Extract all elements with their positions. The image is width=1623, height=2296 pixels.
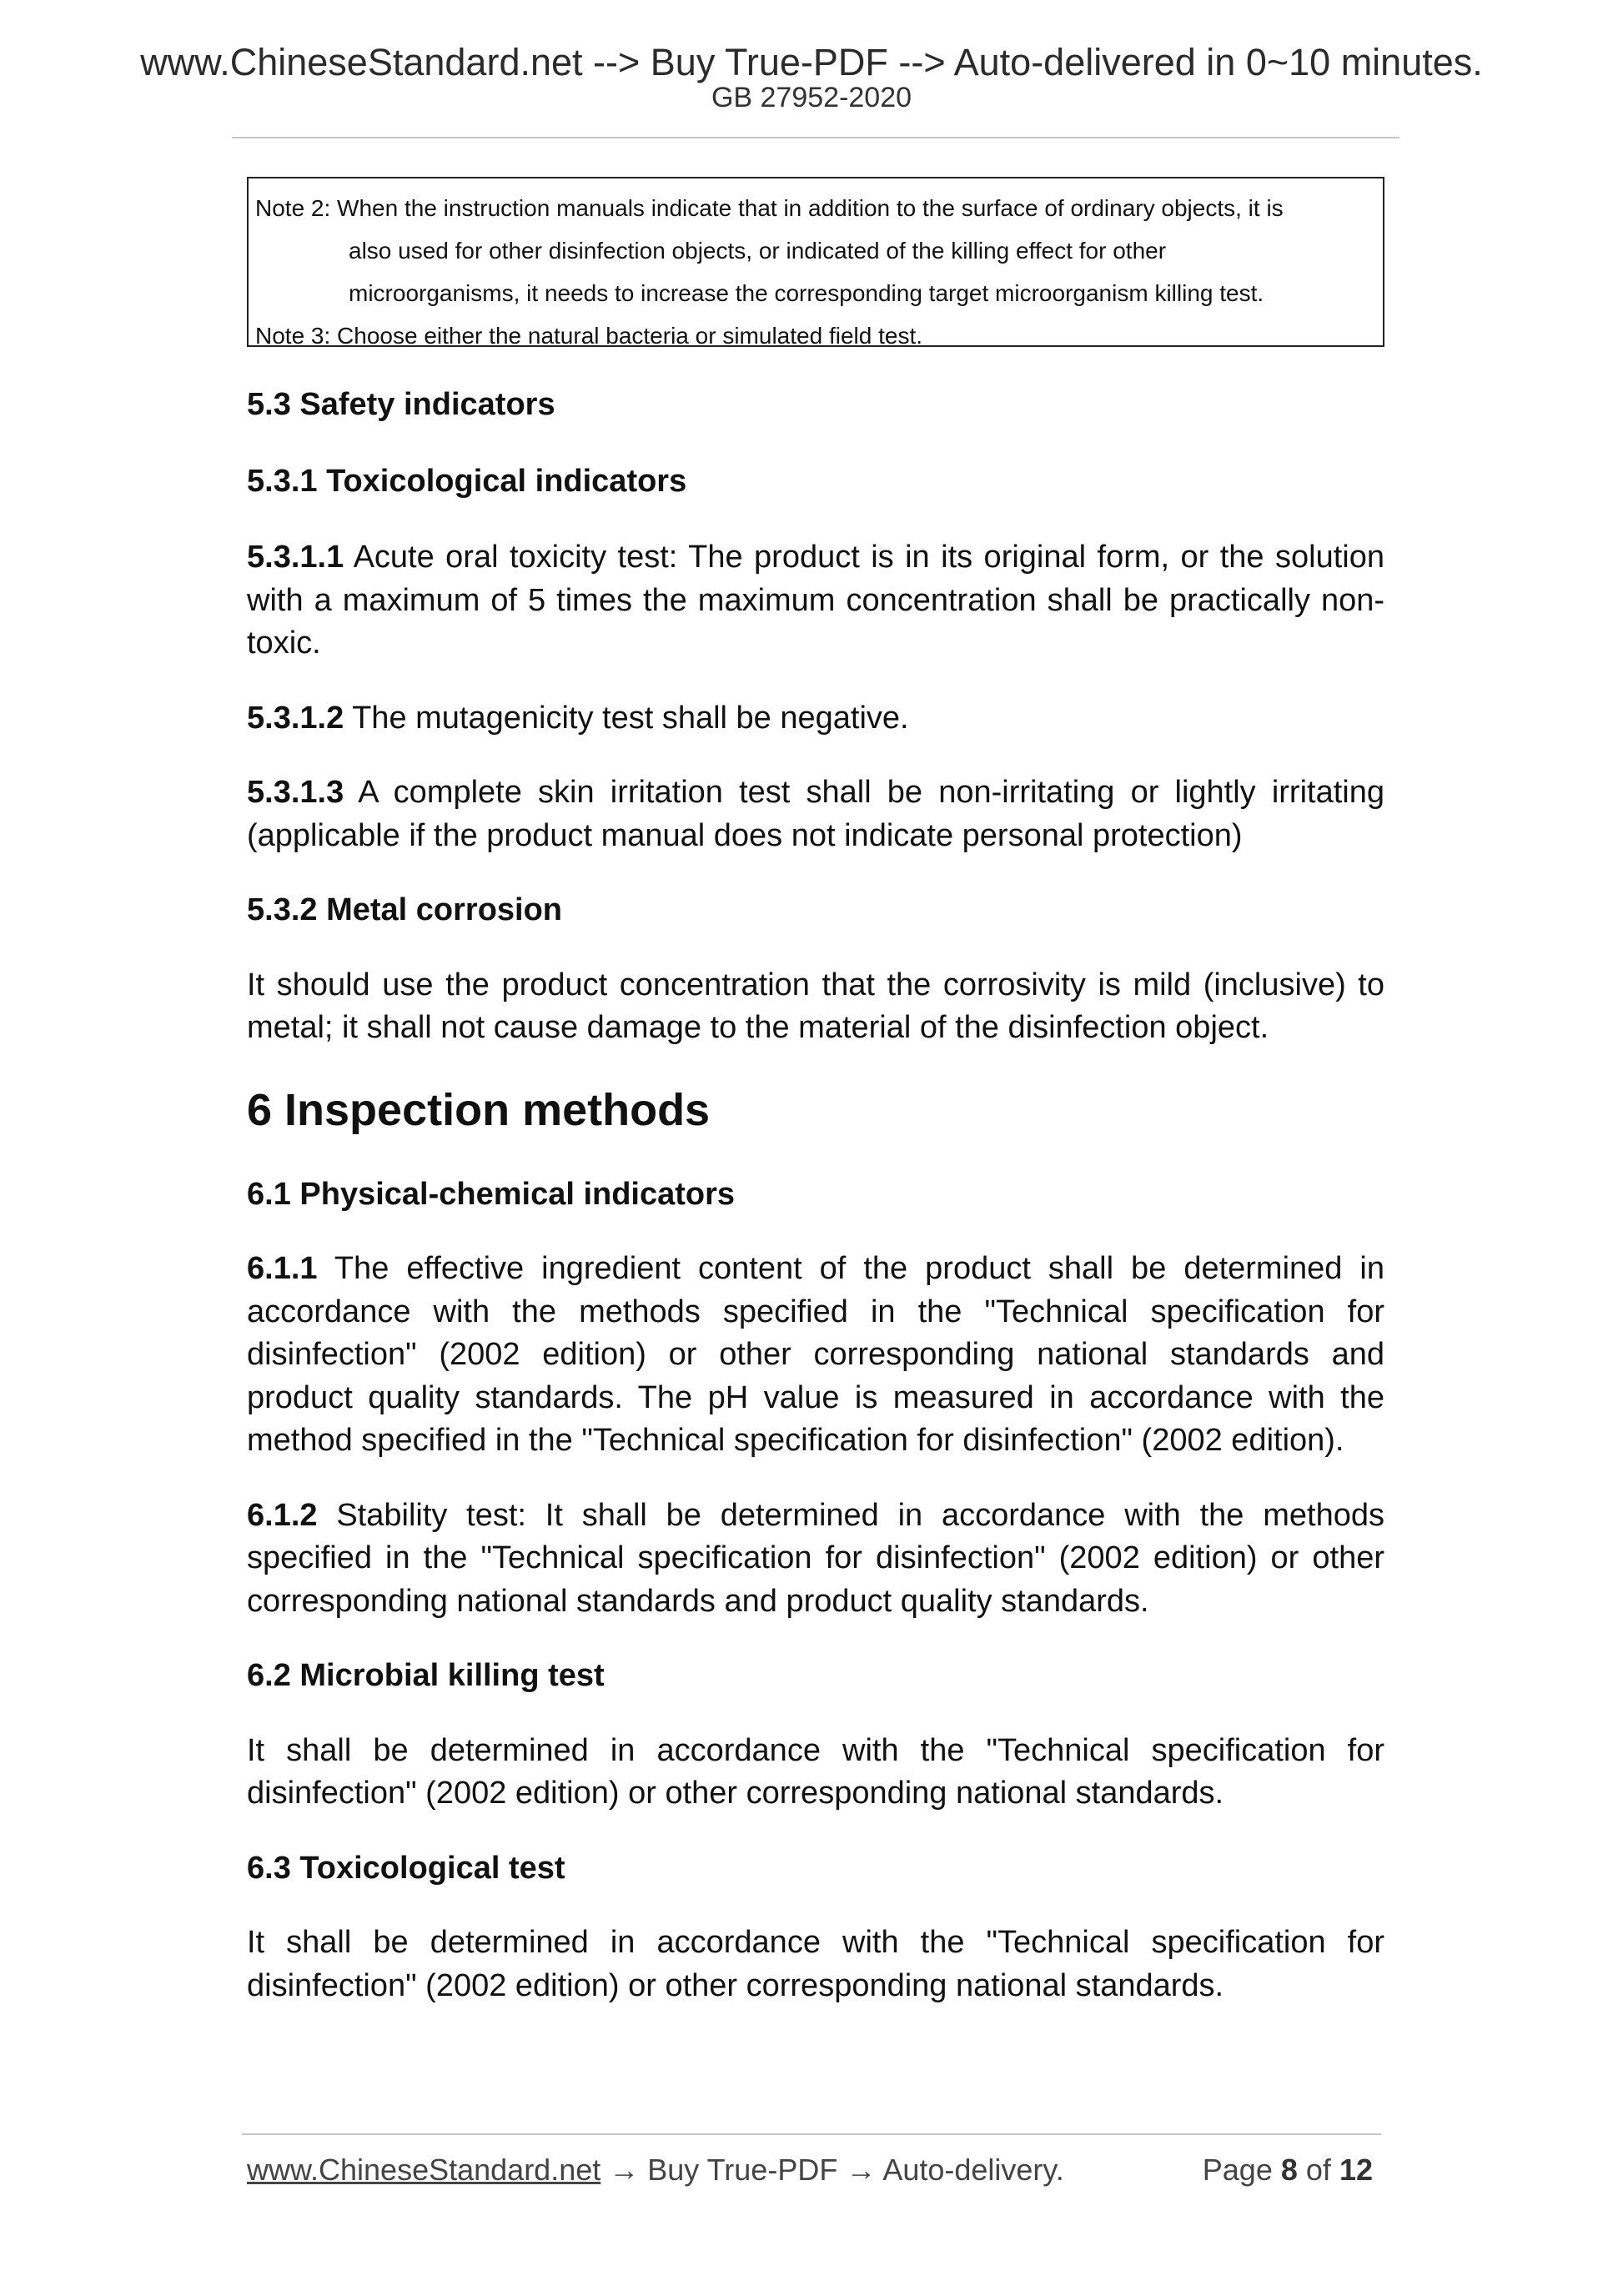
footer-divider bbox=[242, 2133, 1381, 2135]
page-label: Page bbox=[1202, 2153, 1273, 2187]
heading-6: 6 Inspection methods bbox=[247, 1084, 711, 1135]
clause-6-2-text: It shall be determined in accordance with the "Technical specification for disinfection" (2002 edition) or other corresponding national standards. bbox=[247, 1732, 1384, 1811]
site-banner: www.ChineseStandard.net --> Buy True-PDF --> Auto-delivered in 0~10 minutes. bbox=[140, 41, 1483, 83]
note-2-line-2: also used for other disinfection objects, or indicated of the killing effect for other bbox=[349, 238, 1167, 264]
heading-5-3: 5.3 Safety indicators bbox=[247, 387, 555, 422]
page-of: of bbox=[1305, 2153, 1331, 2187]
page-total: 12 bbox=[1339, 2153, 1373, 2187]
clause-number: 6.1.1 bbox=[247, 1251, 318, 1286]
clause-6-1-1 bbox=[247, 1248, 1384, 1463]
heading-6-1: 6.1 Physical-chemical indicators bbox=[247, 1176, 736, 1212]
note-3: Note 3: Choose either the natural bacteria or simulated field test. bbox=[255, 323, 922, 349]
clause-6-3-text: It shall be determined in accordance with the "Technical specification for disinfection" (2002 edition) or other corresponding national standards. bbox=[247, 1925, 1384, 2003]
clause-text: Acute oral toxicity test: The product is in its original form, or the solution with a maximum of 5 times the maximum concentration shall be practically non-toxic. bbox=[247, 540, 1384, 661]
heading-6-2: 6.2 Microbial killing test bbox=[247, 1658, 605, 1693]
clause-number: 6.1.2 bbox=[247, 1497, 318, 1533]
header-divider bbox=[232, 137, 1399, 138]
clause-5-3-1-2 bbox=[247, 697, 1384, 741]
page-indicator bbox=[1203, 2155, 1373, 2185]
footer-text: → Buy True-PDF → Auto-delivery. bbox=[600, 2153, 1064, 2187]
note-2-line-3: microorganisms, it needs to increase the corresponding target microorganism killing test. bbox=[349, 280, 1264, 306]
clause-text: Stability test: It shall be determined in accordance with the methods specified in the "Technical specification for disinfection" (2002 edition) or other corresponding national standards and product quality standards. bbox=[247, 1497, 1384, 1619]
clause-text: The mutagenicity test shall be negative. bbox=[352, 700, 909, 736]
clause-text: A complete skin irritation test shall be non-irritating or lightly irritating (applicable if the product manual does not indicate personal protection) bbox=[247, 775, 1384, 853]
clause-text: The effective ingredient content of the product shall be determined in accordance with the methods specified in the "Technical specification for disinfection" (2002 edition) or other corresponding national standards and product quality standards. The pH value is measured in accordance with the method specified in the "Technical specification for disinfection" (2002 edition). bbox=[247, 1251, 1384, 1458]
page-current: 8 bbox=[1280, 2153, 1298, 2187]
heading-6-3: 6.3 Toxicological test bbox=[247, 1850, 565, 1886]
clause-5-3-2-text: It should use the product concentration that the corrosivity is mild (inclusive) to metal; it shall not cause damage to the material of the disinfection object. bbox=[247, 967, 1384, 1045]
footer-site-link[interactable]: www.ChineseStandard.net bbox=[247, 2153, 601, 2187]
standard-code: GB 27952-2020 bbox=[711, 82, 912, 113]
clause-6-1-2 bbox=[247, 1495, 1384, 1624]
document-body bbox=[247, 384, 1384, 2007]
page-footer bbox=[247, 2155, 1384, 2185]
clause-5-3-1-3 bbox=[247, 771, 1384, 857]
heading-5-3-2: 5.3.2 Metal corrosion bbox=[247, 892, 563, 927]
clause-number: 5.3.1.1 bbox=[247, 540, 344, 575]
clause-5-3-1-1 bbox=[247, 536, 1384, 666]
clause-number: 5.3.1.2 bbox=[247, 700, 344, 736]
note-2-line-1: Note 2: When the instruction manuals indicate that in addition to the surface of ordinary objects, it is bbox=[255, 195, 1284, 221]
notes-box bbox=[247, 177, 1384, 347]
heading-5-3-1: 5.3.1 Toxicological indicators bbox=[247, 463, 687, 499]
clause-number: 5.3.1.3 bbox=[247, 775, 344, 810]
